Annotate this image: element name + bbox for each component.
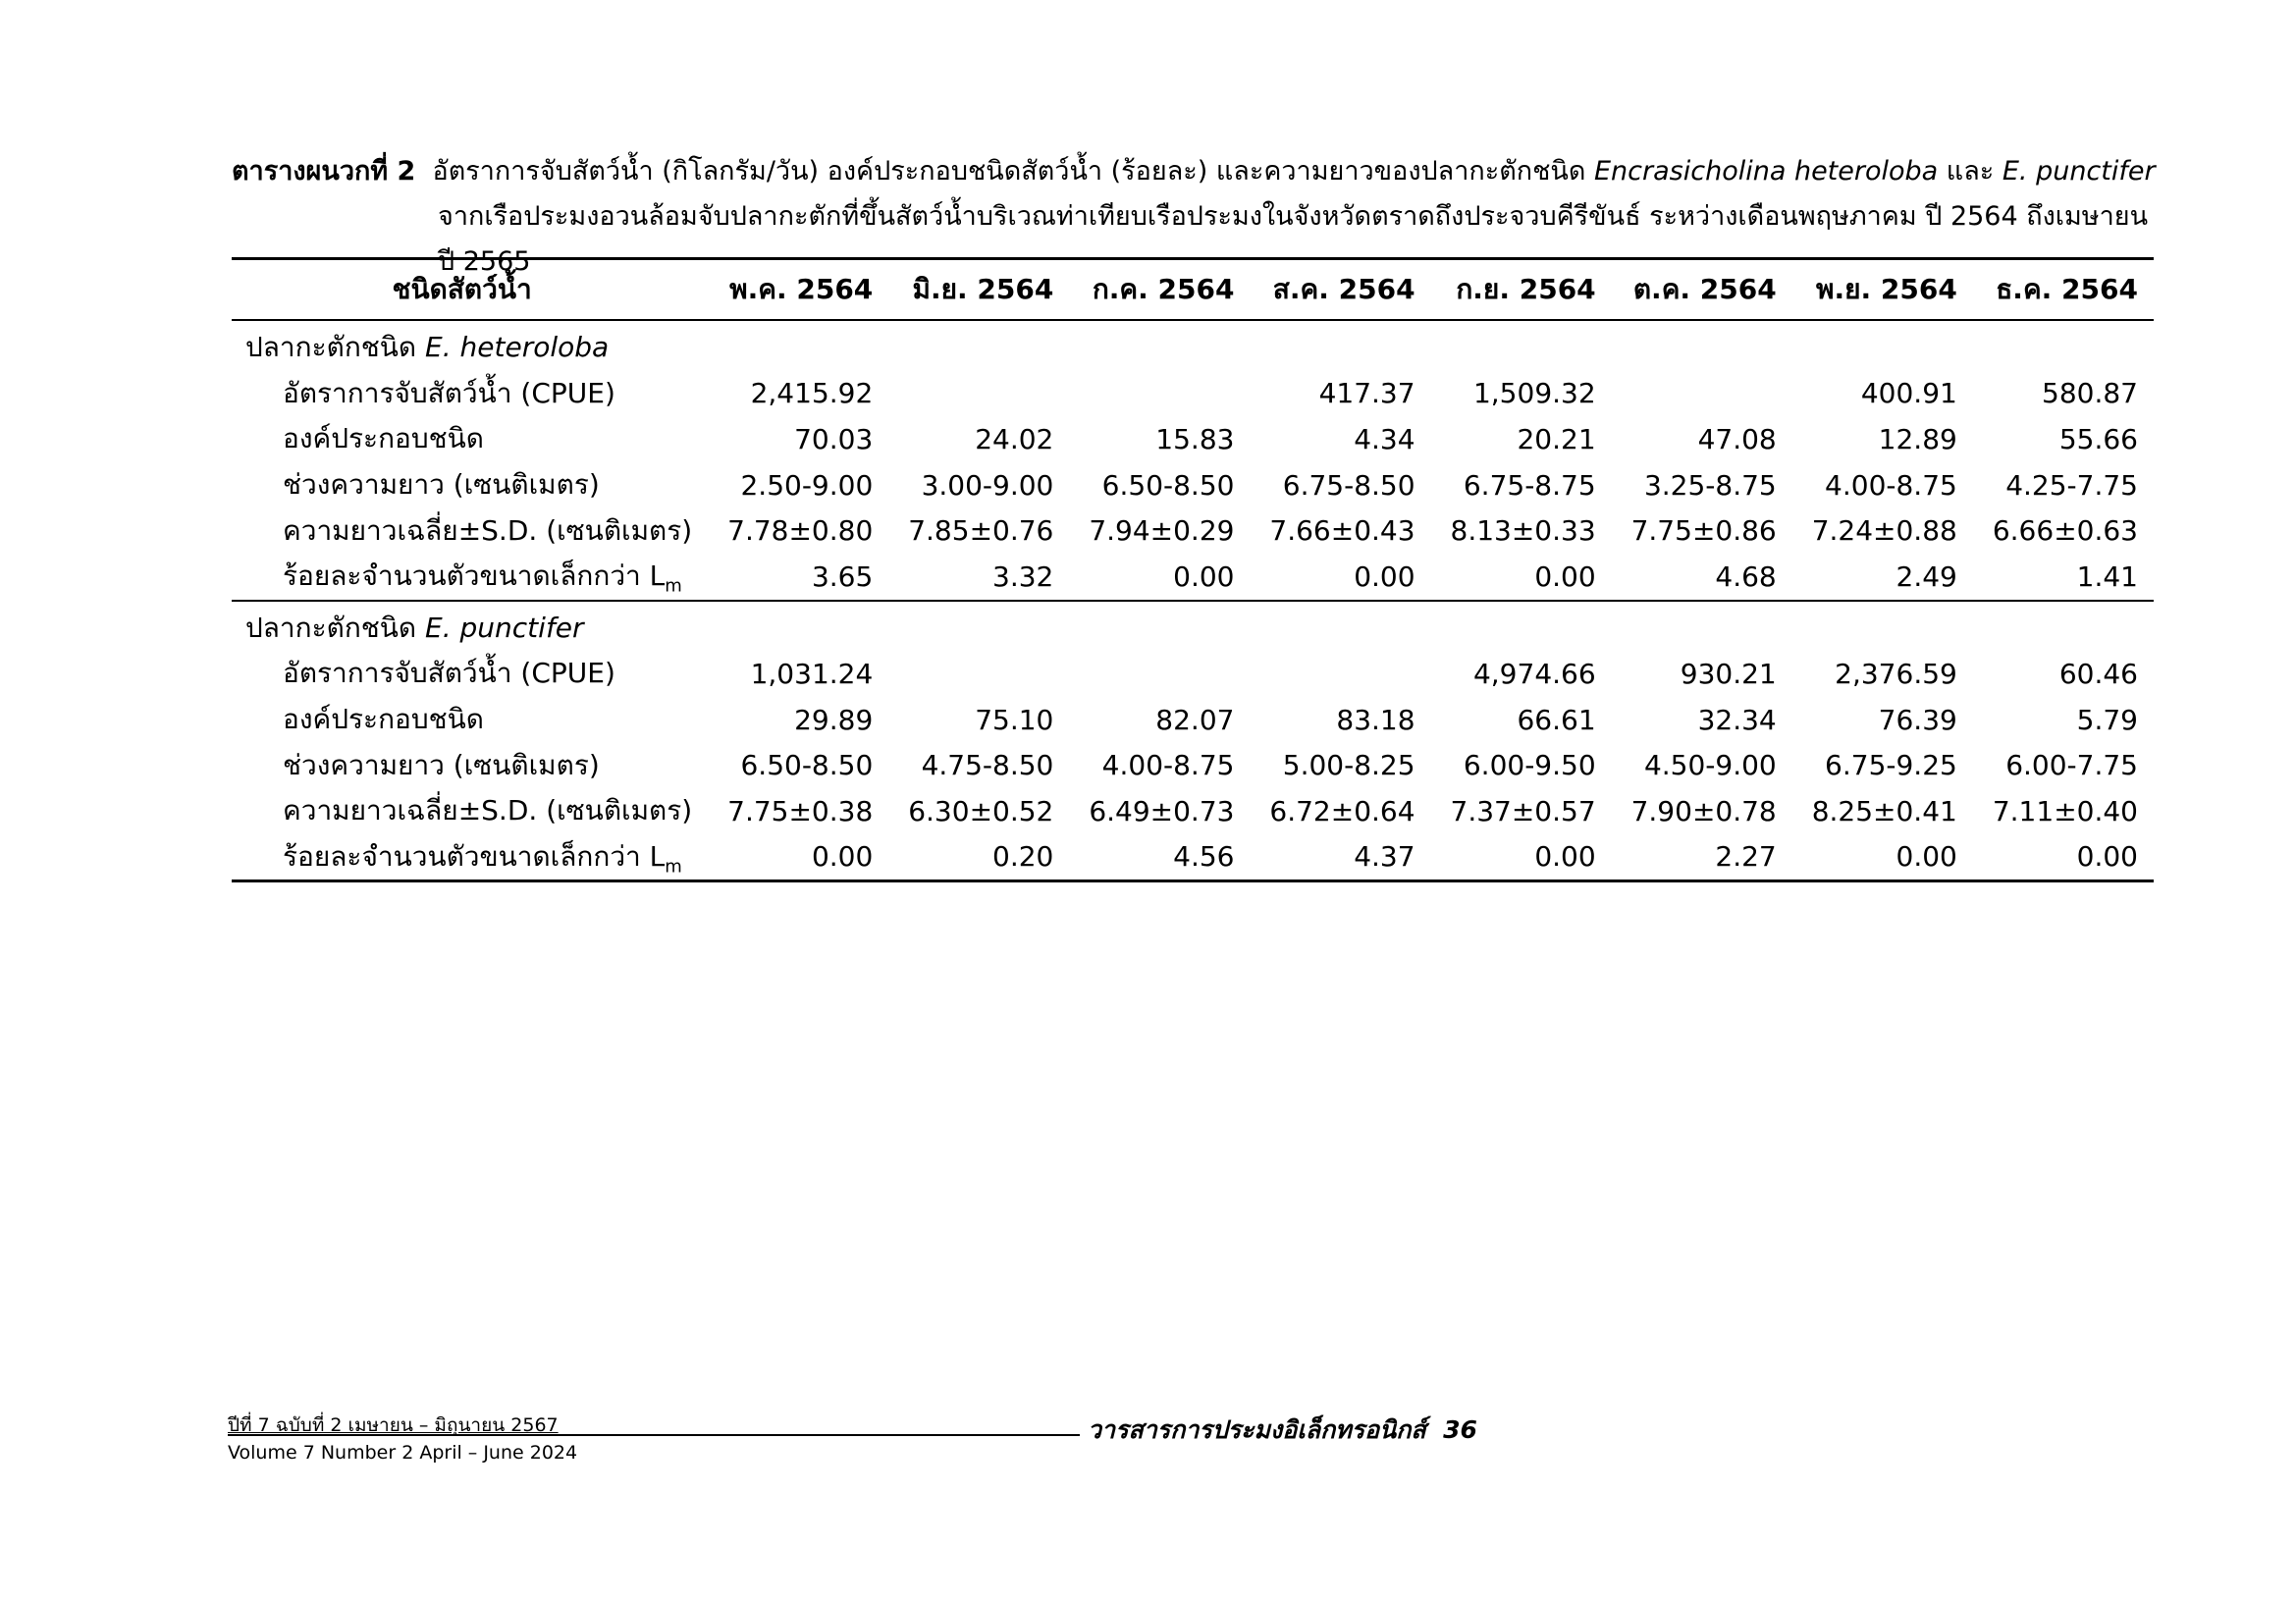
table-row <box>232 507 2154 554</box>
value-cell: 4.25-7.75 <box>2005 468 2138 502</box>
value-cell: 4.37 <box>1354 840 1415 874</box>
value-cell: 4,974.66 <box>1472 657 1596 690</box>
value-cell: 4.00-8.75 <box>1101 749 1235 782</box>
row-label <box>232 788 708 834</box>
value-cell: 6.66±0.63 <box>1992 514 2138 548</box>
value-cell: 6.00-7.75 <box>2005 749 2138 782</box>
value-cell: 0.00 <box>1354 560 1415 593</box>
caption-line-2: จากเรือประมงอวนล้อมจับปลากะตักที่ขึ้นสัตว์น้ำบริเวณท่าเทียบเรือประมงในจังหวัดตราดถึงประจวบคีรีขันธ์ ระหว่างเดือนพฤษภาคม ปี 2564 ถึงเมษายน ปี 2565 <box>438 201 2149 277</box>
value-cell: 7.37±0.57 <box>1450 794 1596 827</box>
table-row <box>232 371 2154 417</box>
table-row <box>232 554 2154 601</box>
value-cell <box>1612 371 1792 417</box>
value-cell: 8.25±0.41 <box>1811 794 1957 827</box>
value-cell: 6.00-9.50 <box>1463 749 1596 782</box>
empty-cell <box>1069 320 1250 371</box>
row-label-text: ความยาวเฉลี่ย±S.D. (เซนติเมตร) <box>283 794 693 827</box>
value-cell: 70.03 <box>794 422 874 455</box>
table-row <box>232 462 2154 508</box>
value-cell: 0.00 <box>1173 560 1235 593</box>
value-cell: 417.37 <box>1318 377 1415 410</box>
value-cell: 6.75-8.75 <box>1463 468 1596 502</box>
value-cell: 4.68 <box>1715 560 1777 593</box>
value-cell: 5.79 <box>2076 703 2138 736</box>
value-cell: 7.78±0.80 <box>727 514 874 548</box>
group-punctifer <box>232 601 2154 881</box>
row-label <box>232 371 708 417</box>
value-cell: 6.72±0.64 <box>1269 794 1415 827</box>
empty-cell <box>888 320 1069 371</box>
empty-cell <box>708 601 888 652</box>
value-cell: 15.83 <box>1155 422 1235 455</box>
value-cell: 8.13±0.33 <box>1450 514 1596 548</box>
value-cell: 66.61 <box>1517 703 1596 736</box>
caption-text: อัตราการจับสัตว์น้ำ (กิโลกรัม/วัน) องค์ประกอบชนิดสัตว์น้ำ (ร้อยละ) และความยาวของปลากะตักชนิด <box>432 156 1586 187</box>
empty-cell <box>1250 320 1430 371</box>
header-month: ก.ค. 2564 <box>1092 273 1235 305</box>
footer-rule <box>228 1434 1080 1436</box>
value-cell: 75.10 <box>975 703 1054 736</box>
value-cell: 12.89 <box>1878 422 1957 455</box>
value-cell <box>888 651 1069 697</box>
empty-cell <box>1431 320 1612 371</box>
header-month: ส.ค. 2564 <box>1272 273 1415 305</box>
value-cell: 29.89 <box>794 703 874 736</box>
journal-name: วารสารการประมงอิเล็กทรอนิกส์ <box>1088 1415 1426 1444</box>
group-heading-row <box>232 320 2154 371</box>
empty-cell <box>888 601 1069 652</box>
empty-cell <box>1250 601 1430 652</box>
value-cell: 2.27 <box>1715 840 1777 874</box>
row-label <box>232 507 708 554</box>
group-heading-row <box>232 601 2154 652</box>
group-species: E. heteroloba <box>425 331 610 364</box>
row-label-text: ร้อยละจำนวนตัวขนาดเล็กกว่า L <box>283 560 666 593</box>
row-label-subscript: m <box>665 856 682 878</box>
value-cell: 4.50-9.00 <box>1643 749 1777 782</box>
header-month: มิ.ย. 2564 <box>912 273 1054 305</box>
row-label-text: อัตราการจับสัตว์น้ำ (CPUE) <box>283 376 615 409</box>
caption-species-2: E. punctifer <box>2002 156 2156 187</box>
header-month: ก.ย. 2564 <box>1456 273 1596 305</box>
value-cell: 24.02 <box>975 422 1054 455</box>
empty-cell <box>1612 601 1792 652</box>
value-cell: 47.08 <box>1697 422 1777 455</box>
value-cell: 2,415.92 <box>750 377 874 410</box>
value-cell: 83.18 <box>1336 703 1415 736</box>
empty-cell <box>708 320 888 371</box>
row-label <box>232 462 708 508</box>
value-cell: 6.49±0.73 <box>1089 794 1235 827</box>
row-label <box>232 651 708 697</box>
value-cell: 3.00-9.00 <box>921 468 1054 502</box>
caption-label: ตารางผนวกที่ 2 <box>232 156 416 187</box>
row-label-text: องค์ประกอบชนิด <box>283 422 484 455</box>
value-cell: 4.00-8.75 <box>1825 468 1957 502</box>
value-cell: 2.49 <box>1896 560 1957 593</box>
empty-cell <box>1792 601 1973 652</box>
empty-cell <box>1973 601 2154 652</box>
header-month: ธ.ค. 2564 <box>1996 273 2138 305</box>
table-row <box>232 651 2154 697</box>
value-cell: 32.34 <box>1697 703 1777 736</box>
value-cell: 7.66±0.43 <box>1269 514 1415 548</box>
value-cell: 3.25-8.75 <box>1643 468 1777 502</box>
value-cell: 930.21 <box>1680 657 1777 690</box>
value-cell: 6.30±0.52 <box>908 794 1054 827</box>
value-cell: 7.75±0.38 <box>727 794 874 827</box>
value-cell: 7.94±0.29 <box>1089 514 1235 548</box>
table-row <box>232 742 2154 788</box>
header-month: ต.ค. 2564 <box>1632 273 1777 305</box>
row-label <box>232 834 708 881</box>
group-heteroloba <box>232 320 2154 601</box>
caption-line-1 <box>232 149 2156 194</box>
value-cell: 4.34 <box>1354 422 1415 455</box>
value-cell: 0.00 <box>811 840 874 874</box>
value-cell: 1.41 <box>2076 560 2138 593</box>
value-cell: 3.65 <box>811 560 874 593</box>
group-heading <box>232 320 708 371</box>
value-cell: 0.20 <box>992 840 1054 874</box>
value-cell: 2.50-9.00 <box>740 468 874 502</box>
header-row <box>232 259 2154 321</box>
caption-species-1: Encrasicholina heteroloba <box>1594 156 1939 187</box>
page-number: 36 <box>1443 1415 1477 1444</box>
value-cell: 6.75-9.25 <box>1825 749 1957 782</box>
header-month: พ.ค. 2564 <box>729 273 874 305</box>
value-cell: 7.11±0.40 <box>1992 794 2138 827</box>
row-label <box>232 416 708 462</box>
footer-english-issue: Volume 7 Number 2 April – June 2024 <box>228 1442 578 1464</box>
value-cell: 20.21 <box>1517 422 1596 455</box>
value-cell: 0.00 <box>1534 840 1596 874</box>
value-cell: 7.85±0.76 <box>908 514 1054 548</box>
row-label-subscript: m <box>665 575 682 597</box>
value-cell: 0.00 <box>1896 840 1957 874</box>
value-cell <box>888 371 1069 417</box>
value-cell: 1,509.32 <box>1472 377 1596 410</box>
table-row <box>232 834 2154 881</box>
row-label-text: ร้อยละจำนวนตัวขนาดเล็กกว่า L <box>283 839 666 873</box>
value-cell: 1,031.24 <box>750 657 874 690</box>
empty-cell <box>1431 601 1612 652</box>
empty-cell <box>1612 320 1792 371</box>
value-cell: 76.39 <box>1878 703 1957 736</box>
footer-thai-issue: ปีที่ 7 ฉบับที่ 2 เมษายน – มิถุนายน 2567 <box>228 1414 559 1436</box>
value-cell: 3.32 <box>992 560 1054 593</box>
footer-issue <box>228 1412 577 1466</box>
value-cell: 82.07 <box>1155 703 1235 736</box>
row-label <box>232 554 708 601</box>
row-label-text: ช่วงความยาว (เซนติเมตร) <box>283 468 600 502</box>
value-cell <box>1069 371 1250 417</box>
appendix-table <box>232 257 2154 882</box>
row-label-text: ช่วงความยาว (เซนติเมตร) <box>283 748 600 781</box>
table-row <box>232 788 2154 834</box>
value-cell: 0.00 <box>2076 840 2138 874</box>
value-cell: 0.00 <box>1534 560 1596 593</box>
row-label <box>232 742 708 788</box>
row-label-text: ความยาวเฉลี่ย±S.D. (เซนติเมตร) <box>283 513 693 547</box>
empty-cell <box>1973 320 2154 371</box>
group-prefix: ปลากะตักชนิด <box>245 611 417 644</box>
header-species: ชนิดสัตว์น้ำ <box>392 273 532 305</box>
value-cell: 7.75±0.86 <box>1630 514 1777 548</box>
value-cell <box>1250 651 1430 697</box>
value-cell: 6.75-8.50 <box>1282 468 1415 502</box>
row-label <box>232 697 708 743</box>
table-row <box>232 697 2154 743</box>
value-cell: 7.24±0.88 <box>1811 514 1957 548</box>
value-cell: 5.00-8.25 <box>1282 749 1415 782</box>
group-species: E. punctifer <box>425 611 584 644</box>
row-label-text: องค์ประกอบชนิด <box>283 703 484 736</box>
table-row <box>232 416 2154 462</box>
row-label-text: อัตราการจับสัตว์น้ำ (CPUE) <box>283 657 615 690</box>
value-cell: 2,376.59 <box>1835 657 1957 690</box>
group-heading <box>232 601 708 652</box>
empty-cell <box>1069 601 1250 652</box>
value-cell: 4.56 <box>1173 840 1235 874</box>
value-cell: 580.87 <box>2042 377 2138 410</box>
value-cell: 6.50-8.50 <box>740 749 874 782</box>
header-month: พ.ย. 2564 <box>1816 273 1957 305</box>
value-cell: 6.50-8.50 <box>1101 468 1235 502</box>
value-cell: 55.66 <box>2058 422 2138 455</box>
value-cell: 4.75-8.50 <box>921 749 1054 782</box>
value-cell: 400.91 <box>1860 377 1957 410</box>
footer-journal <box>1088 1413 1477 1447</box>
value-cell: 60.46 <box>2058 657 2138 690</box>
value-cell <box>1069 651 1250 697</box>
caption-and: และ <box>1946 156 1995 187</box>
value-cell: 7.90±0.78 <box>1630 794 1777 827</box>
empty-cell <box>1792 320 1973 371</box>
group-prefix: ปลากะตักชนิด <box>245 331 417 364</box>
